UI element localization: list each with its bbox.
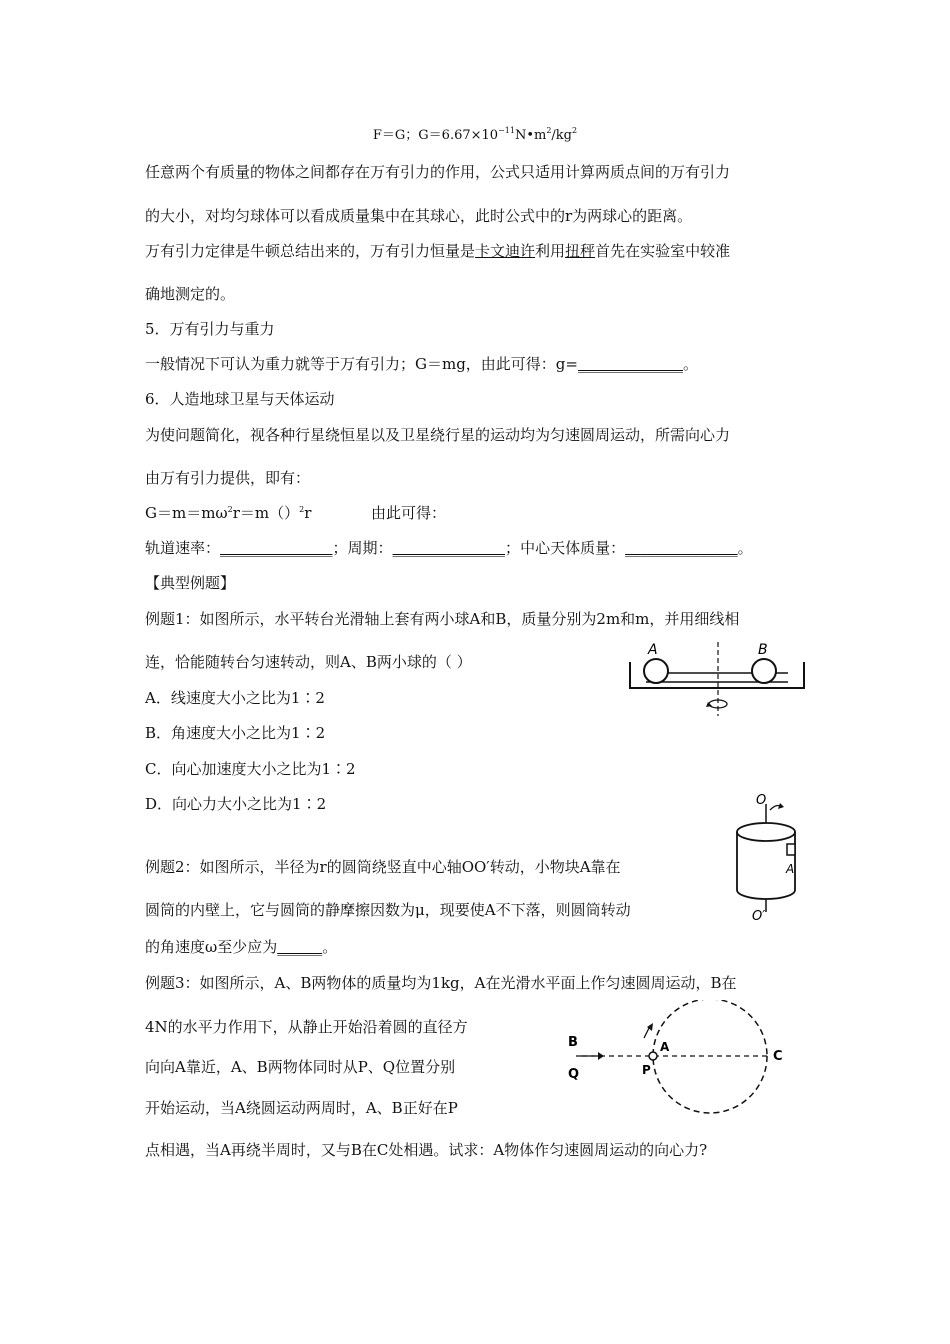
speed-label: 轨道速率： [145,539,221,557]
sep2: ； [505,539,521,557]
section6-equation [145,503,311,523]
label-c: C [773,1049,783,1064]
example3-line3: 向向A靠近，A、B两物体同时从P、Q位置分别 [145,1058,456,1076]
section6-line1: 为使问题简化，视各种行星绕恒星以及卫星绕行星的运动均为匀速圆周运动，所需向心力 [145,426,731,444]
ball-a [644,659,668,683]
mass-blank: _______________ [625,539,738,557]
section6-blanks [145,538,753,558]
axis-top-label: O [756,793,767,808]
label-p: P [642,1063,651,1077]
section6-end: 。 [737,539,753,557]
para2-text-c: 首先在实验室中较准 [595,242,731,260]
para2-line2: 确地测定的。 [145,285,236,303]
example1-option-d: D．向心力大小之比为1∶2 [145,795,327,813]
period-label: 周期： [347,539,393,557]
omega-blank: ______ [277,938,323,956]
formula-exp3: 2 [572,126,578,135]
mass-label: 中心天体质量： [520,539,626,557]
example1-option-b: B．角速度大小之比为1∶2 [145,724,326,742]
formula-part3: /kg [551,128,573,143]
example3-line2: 4N的水平力作用下，从静止开始沿着圆的直径方 [145,1018,468,1036]
para2-text-b: 利用 [535,242,566,260]
section6-heading: 6．人造地球卫星与天体运动 [145,390,335,408]
formula-part1: F＝G；G＝6.67×10 [372,128,499,143]
speed-blank: _______________ [220,539,333,557]
block-label: A [786,862,795,876]
example3-line1: 例题3：如图所示，A、B两物体的质量均为1kg，A在光滑水平面上作匀速圆周运动，B在 [145,974,737,992]
eq-part-c: r [304,504,312,522]
section5-end: 。 [682,355,698,373]
example1-option-c: C．向心加速度大小之比为1∶2 [145,760,356,778]
example1-line1: 例题1：如图所示，水平转台光滑轴上套有两小球A和B，质量分别为2m和m，并用细线相 [145,610,740,628]
point-a-marker [649,1052,657,1060]
gravitation-formula [0,126,950,146]
eq-part-b: r＝m（） [232,504,300,522]
torsion-balance-term: 扭秤 [565,242,596,260]
formula-part2: N•m [514,128,547,143]
cavendish-term: 卡文迪许 [475,242,536,260]
section5-heading: 5．万有引力与重力 [145,320,275,338]
example3-line4: 开始运动，当A绕圆运动两周时，A、B正好在P [145,1099,458,1117]
section5-body: 一般情况下可认为重力就等于万有引力；G＝mg，由此可得：g= [145,355,578,373]
eq-part-a: G＝m＝mω [145,504,228,522]
period-blank: _______________ [392,539,506,557]
label-a: A [660,1040,670,1054]
circle-motion-figure [562,1000,788,1118]
example3-line5: 点相遇，当A再绕半周时，又与B在C处相遇。试求：A物体作匀速圆周运动的向心力? [145,1141,708,1159]
para2-text-a: 万有引力定律是牛顿总结出来的，万有引力恒量是 [145,242,476,260]
axis-bottom-label: O′ [752,909,766,924]
example2-line3-b: 。 [322,938,338,956]
formula-exp1: −11 [498,126,515,135]
example2-line3-a: 的角速度ω至少应为 [145,938,278,956]
ball-a-label: A [648,642,658,658]
para2-line1 [145,241,730,261]
example2-line2: 圆筒的内壁上，它与圆筒的静摩擦因数为μ，现要使A不下落，则圆筒转动 [145,901,631,919]
eq-sup2: 2 [299,505,305,514]
cylinder-figure [730,790,800,925]
turntable-figure [626,640,816,720]
para1-line2: 的大小，对均匀球体可以看成质量集中在其球心，此时公式中的r为两球心的距离。 [145,207,693,225]
sep1: ； [332,539,348,557]
ball-b-label: B [758,642,768,658]
example1-line2: 连，恰能随转台匀速转动，则A、B两小球的（ ） [145,653,472,671]
label-b: B [568,1035,578,1050]
section5-text [145,354,698,374]
ball-b [752,659,776,683]
section6-line2: 由万有引力提供，即有： [145,469,311,487]
examples-heading: 【典型例题】 [145,574,236,592]
eq-sup1: 2 [227,505,233,514]
example1-option-a: A．线速度大小之比为1∶2 [145,689,325,707]
example2-line3 [145,937,337,957]
eq-hint: 由此可得： [371,504,447,522]
para1-line1: 任意两个有质量的物体之间都存在万有引力的作用，公式只适用计算两质点间的万有引力 [145,163,731,181]
formula-exp2: 2 [546,126,552,135]
g-answer-blank: ______________ [577,355,683,373]
example2-line1: 例题2：如图所示，半径为r的圆筒绕竖直中心轴OO′转动，小物块A靠在 [145,858,621,876]
block-a [787,844,795,855]
label-q: Q [568,1067,580,1082]
